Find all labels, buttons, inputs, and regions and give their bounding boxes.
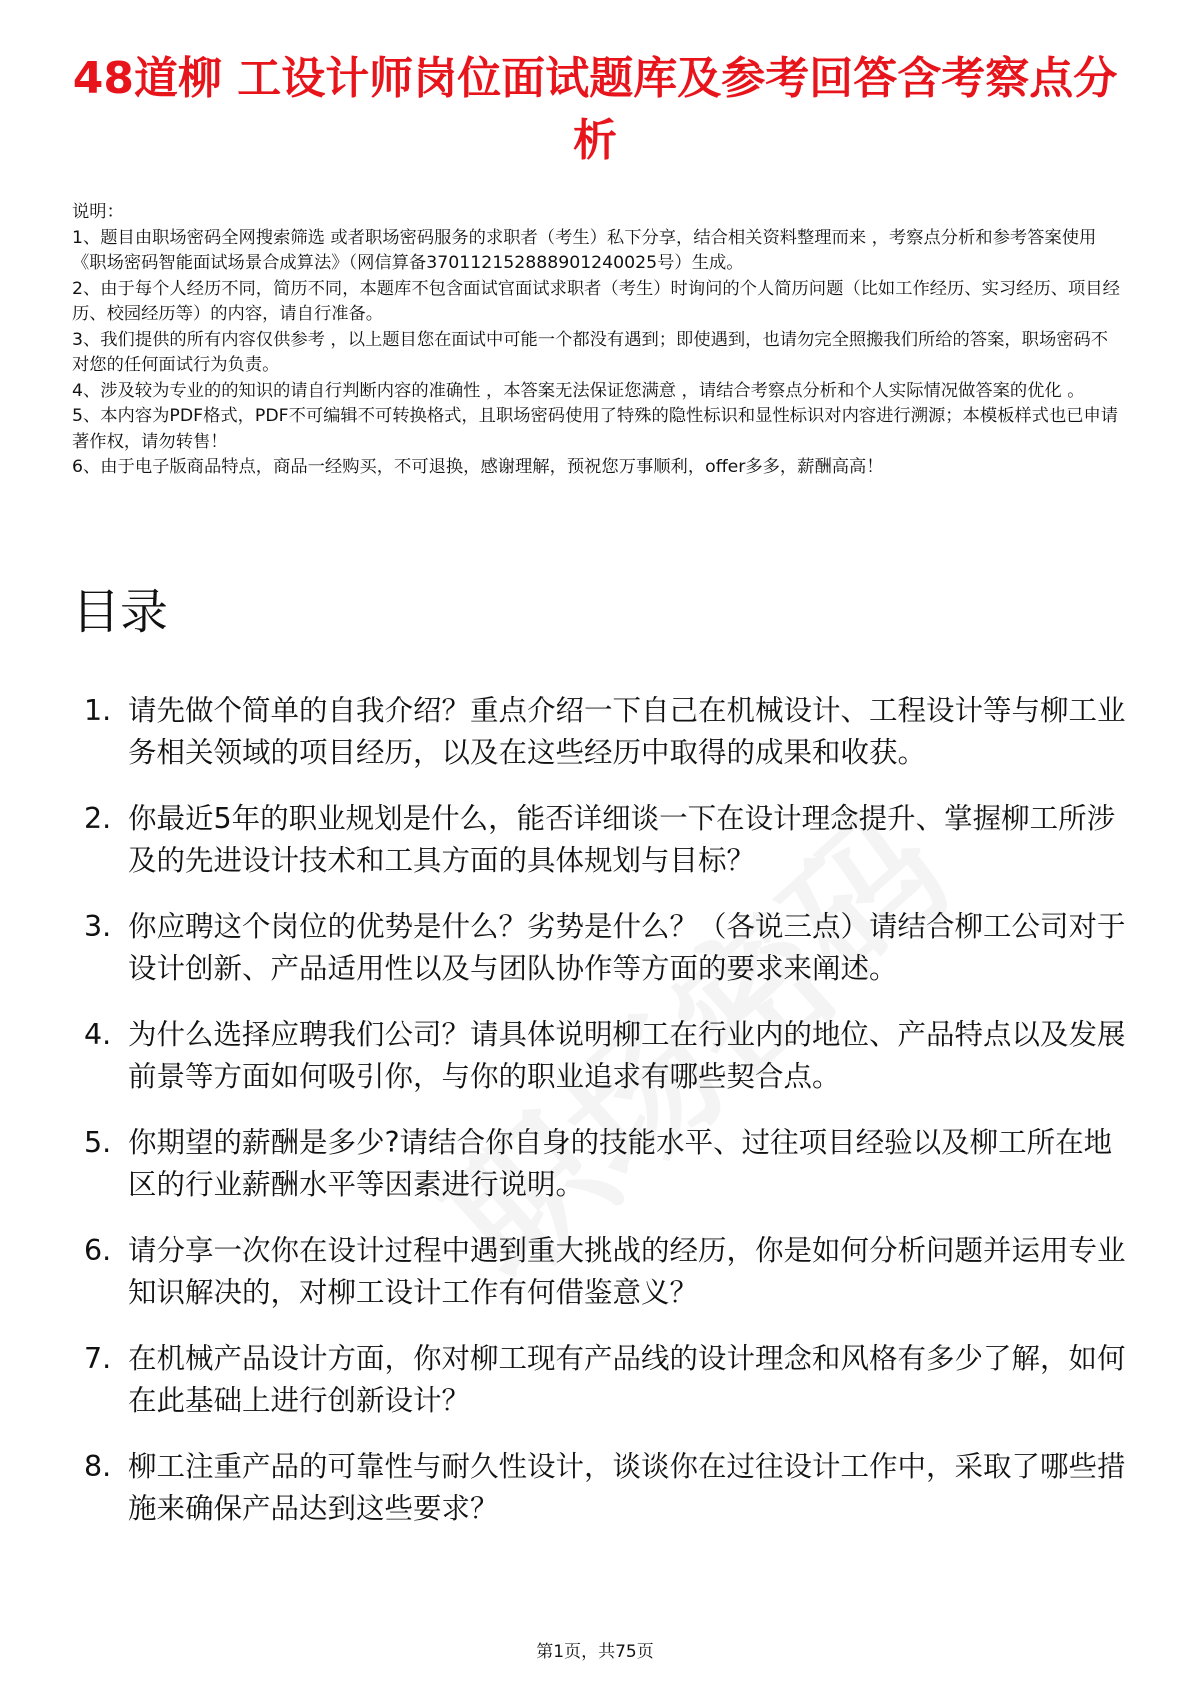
note-item: 4、涉及较为专业的的知识的请自行判断内容的准确性 ，本答案无法保证您满意 ，请结合考察点分析和个人实际情况做答案的优化 。 [72,380,1085,401]
toc-item[interactable] [72,798,1132,882]
note-item: 6、由于电子版商品特点，商品一经购买，不可退换，感谢理解，预祝您万事顺利，offer多多，薪酬高高！ [72,457,884,477]
toc-item-number: 2. [84,802,112,835]
toc-item[interactable] [72,1446,1132,1530]
toc-item-text: 你应聘这个岗位的优势是什么？劣势是什么？（各说三点）请结合柳工公司对于设计创新、产品适用性以及与团队协作等方面的要求来阐述。 [128,910,1126,985]
toc-item-number: 8. [84,1450,112,1483]
toc-item-number: 4. [84,1018,112,1051]
toc-item-text: 请分享一次你在设计过程中遇到重大挑战的经历，你是如何分析问题并运用专业知识解决的，对柳工设计工作有何借鉴意义？ [128,1234,1126,1309]
toc-item-text: 柳工注重产品的可靠性与耐久性设计，谈谈你在过往设计工作中，采取了哪些措施来确保产品达到这些要求？ [128,1450,1126,1525]
toc-item[interactable] [72,906,1132,990]
toc-item-number: 5. [84,1126,112,1159]
toc-item-number: 1. [84,694,112,727]
note-item: 5、本内容为PDF格式，PDF不可编辑不可转换格式，且职场密码使用了特殊的隐性标识和显性标识对内容进行溯源；本模板样式也已申请著作权，请勿转售！ [72,406,1119,452]
note-item: 2、由于每个人经历不同，简历不同，本题库不包含面试官面试求职者（考生）时询问的个人简历问题（比如工作经历、实习经历、项目经历、校园经历等）的内容，请自行准备。 [72,278,1120,324]
note-item: 3、我们提供的所有内容仅供参考 ，以上题目您在面试中可能一个都没有遇到；即使遇到，也请勿完全照搬我们所给的答案，职场密码不对您的任何面试行为负责。 [72,329,1109,375]
page-footer: 第1页，共75页 [536,1642,654,1662]
toc-item-text: 为什么选择应聘我们公司？请具体说明柳工在行业内的地位、产品特点以及发展前景等方面如何吸引你，与你的职业追求有哪些契合点。 [128,1018,1126,1093]
toc-item[interactable] [72,1338,1132,1422]
toc-item[interactable] [72,1230,1132,1314]
toc-item[interactable] [72,1122,1132,1206]
toc-item[interactable] [72,1014,1132,1098]
toc-item[interactable] [72,690,1132,774]
toc-item-text: 你最近5年的职业规划是什么，能否详细谈一下在设计理念提升、掌握柳工所涉及的先进设计技术和工具方面的具体规划与目标？ [128,802,1116,877]
toc-item-number: 3. [84,910,112,943]
toc-item-text: 请先做个简单的自我介绍？重点介绍一下自己在机械设计、工程设计等与柳工业务相关领域的项目经历，以及在这些经历中取得的成果和收获。 [128,694,1126,769]
toc-item-text: 你期望的薪酬是多少?请结合你自身的技能水平、过往项目经验以及柳工所在地区的行业薪酬水平等因素进行说明。 [128,1126,1113,1201]
toc-heading: 目录 [72,584,169,640]
notes-heading: 说明： [72,202,124,222]
document-title: 48道柳 工设计师岗位面试题库及参考回答含考察点分析 [72,53,1118,166]
notes-section [72,200,1122,481]
note-item: 1、题目由职场密码全网搜索筛选 或者职场密码服务的求职者（考生）私下分享，结合相关资料整理而来 ，考察点分析和参考答案使用《职场密码智能面试场景合成算法》（网信算备370112152888901240025号）生成。 [72,227,1097,273]
toc-list [72,690,1132,1554]
toc-item-text: 在机械产品设计方面，你对柳工现有产品线的设计理念和风格有多少了解，如何在此基础上进行创新设计？ [128,1342,1126,1417]
toc-item-number: 7. [84,1342,112,1375]
toc-item-number: 6. [84,1234,112,1267]
